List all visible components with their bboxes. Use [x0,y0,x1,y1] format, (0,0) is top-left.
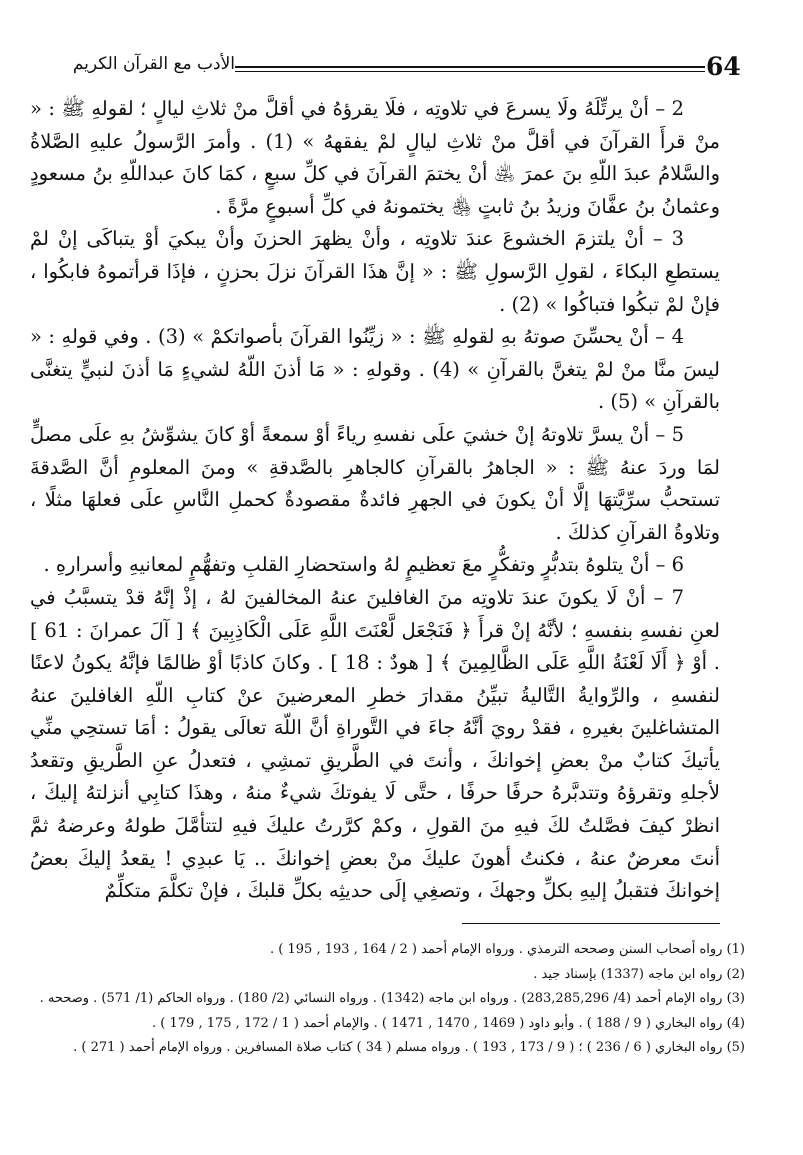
paragraph-item-3: 3 – أنْ يلتزمَ الخشوعَ عندَ تلاوتِه ، وأنْ يظهرَ الحزنَ وأنْ يبكيَ أوْ يتباكَى إنْ لمْ يستطعِ البكاءَ ، لقولِ الرَّسولِ ﷺ : « إنَّ هذَا القرآنَ نزلَ بحزنٍ ، فإذَا قرأتموهُ فابكُوا ، فإنْ لمْ تبكُوا فتباكُوا » (2) . [30,227,720,316]
footnote-3: (3) رواه الإمام أحمد (4/ 283,285,296) . ورواه ابن ماجه (1342) . ورواه النسائي (2/ 180) . ورواه الحاكم (1/ 571) . وصححه . [39,991,745,1006]
paragraph-item-5: 5 – أنْ يسرَّ تلاوتهُ إنْ خشيَ علَى نفسهِ رياءً أوْ سمعةً أوْ كانَ يشوِّشُ بهِ علَى مصلٍّ لمَا وردَ عنهُ ﷺ : « الجاهرُ بالقرآنِ كالجاهرِ بالصَّدقةِ » ومنَ المعلومِ أنَّ الصَّدقةَ تستحبُّ سرِّيَّتهَا إلَّا أنْ يكونَ في الجهرِ فائدةٌ مقصودةٌ كحملِ النَّاسِ علَى فعلهَا مثلًا ، وتلاوةُ القرآنِ كذلكَ . [30,422,720,544]
footnotes [30,938,745,1061]
footnote-1: (1) رواه أصحاب السنن وصححه الترمذي . ورواه الإمام أحمد ( 2 / 164 , 193 , 195 ) . [270,942,745,957]
page-header [30,52,741,86]
footnote-4: (4) رواه البخاري ( 9 / 188 ) . وأبو داود ( 1469 , 1470 , 1471 ) . والإمام أحمد ( 1 / 172 , 175 , 179 ) . [152,1015,745,1031]
paragraph-item-4: 4 – أنْ يحسِّنَ صوتهُ بهِ لقولهِ ﷺ : « زيِّنُوا القرآنَ بأصواتكمْ » (3) . وفي قولهِ : « ليسَ منَّا منْ لمْ يتغنَّ بالقرآنِ » (4) . وقولهِ : « مَا أذنَ اللّهُ لشيءٍ مَا أذنَ لنبيٍّ يتغنَّى بالقرآنِ » (5) . [30,325,720,414]
footnote-2: (2) رواه ابن ماجه (1337) بإسناد جيد . [533,966,745,982]
footnote-separator [462,923,720,924]
main-text [30,93,720,908]
running-title: الأدب مع القرآن الكريم [72,54,235,74]
page-number: 64 [706,52,741,81]
paragraph-item-2: 2 – أنْ يرتِّلَهُ ولَا يسرعَ في تلاوتِه ، فلَا يقرؤهُ في أقلَّ منْ ثلاثِ ليالٍ ؛ لقولهِ ﷺ : « منْ قرأَ القرآنَ في أقلَّ منْ ثلاثِ ليالٍ لمْ يفقههُ » (1) . وأمرَ الرَّسولُ عليهِ الصَّلاةُ والسَّلامُ عبدَ اللّهِ بنَ عمرَ ﵁ أنْ يختمَ القرآنَ في كلِّ سبعٍ ، كمَا كانَ عبداللّهِ بنُ مسعودٍ وعثمانُ بنُ عفَّانَ وزيدُ بنُ ثابتٍ ﵃ يختمونهُ في كلِّ أسبوعٍ مرَّةً . [30,97,720,218]
paragraph-item-7: 7 – أنْ لَا يكونَ عندَ تلاوتِه منَ الغافلينَ عنهُ المخالفينَ لهُ ، إذْ إنَّهُ قدْ يتسبَّبُ في لعنِ نفسهِ بنفسهِ ؛ لأنَّهُ إنْ قرأَ ﴿ فَنَجْعَل لَّعْنَتَ اللَّهِ عَلَى الْكَاذِبِينَ ﴾ [ آلَ عمرانَ : 61 ] . أوْ ﴿ أَلَا لَعْنَةُ اللَّهِ عَلَى الظَّالِمِينَ ﴾ [ هودٌ : 18 ] . وكانَ كاذبًا أوْ ظالمًا فإنَّهُ يكونُ لاعنًا لنفسهِ ، والرِّوايةُ التَّاليةُ تبيِّنُ مقدارَ خطرِ المعرضينَ عنْ كتابِ اللّهِ الغافلينَ عنهُ المتشاغلينَ بغيرهِ ، فقدْ رويَ أنَّهُ جاءَ في التَّوراةِ أنَّ اللّهَ تعالَى يقولُ : أمَا تستحِي منِّي يأتيكَ كتابٌ منْ بعضِ إخوانكَ ، وأنتَ في الطَّريقِ تمشِي ، فتعدلُ عنِ الطَّريقِ وتقعدُ لأجلهِ وتقرؤهُ وتتدبَّرهُ حرفًا حرفًا ، حتَّى لَا يفوتكَ شيءٌ منهُ ، وهذَا كتابِي أنزلتهُ إليكَ ، انظرْ كيفَ فصَّلتُ لكَ فيهِ منَ القولِ ، وكمْ كرَّرتُ عليكَ فيهِ لتتأمَّلَ طولهُ وعرضهُ ثمَّ أنتَ معرضٌ عنهُ ، فكنتُ أهونَ عليكَ منْ بعضِ إخوانكَ .. يَا عبدِي ! يقعدُ إليكَ بعضُ إخوانكَ فتقبلُ إليهِ بكلِّ وجهكَ ، وتصغِي إلَى حديثِه بكلِّ قلبكَ ، فإنْ تكلَّمَ متكلِّمٌ [30,585,720,903]
footnote-5: (5) رواه البخاري ( 6 / 236 ) ؛ ( 9 / 173 , 193 ) . ورواه مسلم ( 34 ) كتاب صلاة المسافرين . ورواه الإمام أحمد ( 271 ) . [73,1040,745,1055]
header-rule-thin [235,71,705,72]
header-rule [235,66,705,68]
paragraph-item-6: 6 – أنْ يتلوهُ بتدبُّرٍ وتفكُّرٍ معَ تعظيمٍ لهُ واستحضارِ القلبِ وتفهُّمٍ لمعانيهِ وأسرارهِ . [43,553,684,577]
